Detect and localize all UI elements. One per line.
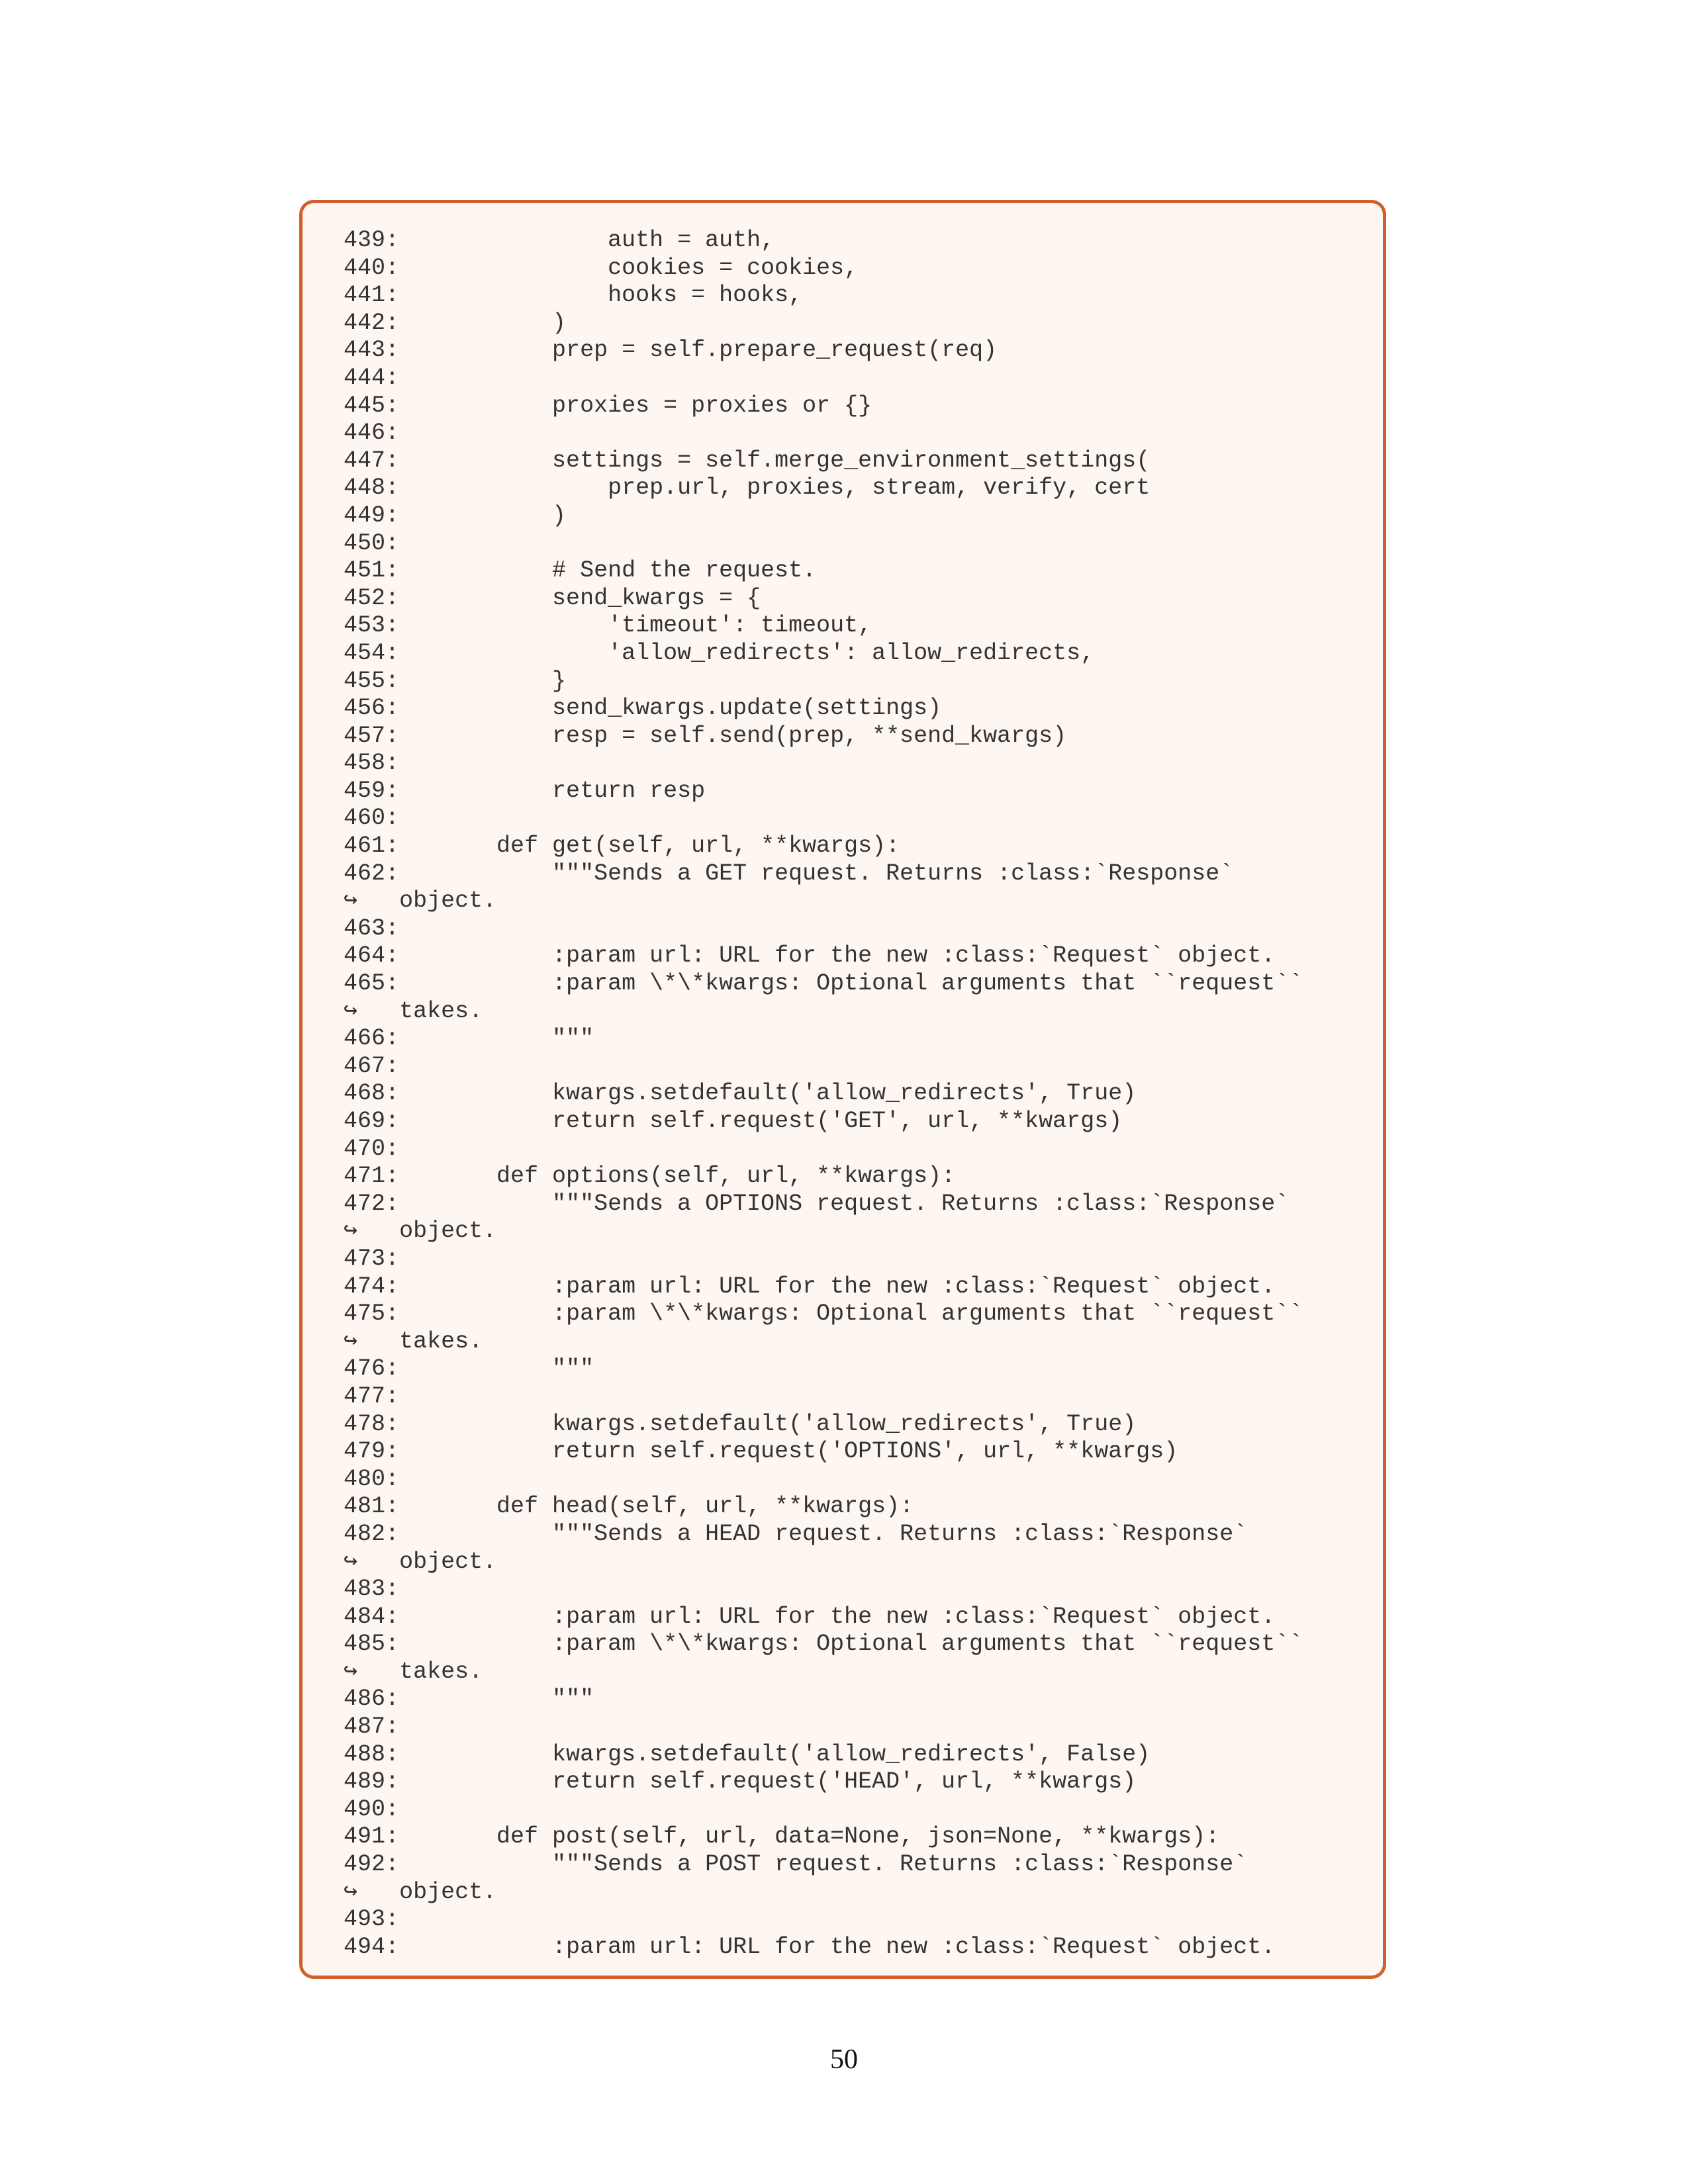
code-continuation-line bbox=[344, 1549, 1376, 1576]
line-number: 494: bbox=[344, 1933, 400, 1960]
code-line bbox=[344, 612, 1376, 640]
page-number: 50 bbox=[830, 2044, 858, 2075]
line-number: 453: bbox=[344, 612, 400, 639]
code-line bbox=[344, 365, 1376, 392]
line-number: 466: bbox=[344, 1025, 400, 1052]
line-number: 457: bbox=[344, 722, 400, 749]
code-text: def post(self, url, data=None, json=None, **kwargs): bbox=[441, 1823, 1220, 1850]
code-text: object. bbox=[399, 1878, 497, 1905]
code-line bbox=[344, 530, 1376, 558]
code-line bbox=[344, 1493, 1376, 1521]
code-line bbox=[344, 1631, 1376, 1659]
line-number: 476: bbox=[344, 1355, 400, 1383]
wrap-arrow-icon: ↪ bbox=[344, 1548, 358, 1575]
line-number: 487: bbox=[344, 1713, 400, 1741]
code-continuation-line bbox=[344, 1218, 1376, 1246]
code-text: return resp bbox=[441, 777, 706, 804]
code-line bbox=[344, 392, 1376, 420]
code-listing bbox=[344, 227, 1376, 1961]
code-line bbox=[344, 1521, 1376, 1549]
line-number: 448: bbox=[344, 475, 400, 502]
code-text: object. bbox=[399, 1548, 497, 1575]
code-line bbox=[344, 1796, 1376, 1824]
line-number: 458: bbox=[344, 750, 400, 777]
code-line bbox=[344, 1768, 1376, 1796]
code-line bbox=[344, 1053, 1376, 1081]
line-number: 444: bbox=[344, 364, 400, 391]
code-text: send_kwargs = { bbox=[441, 584, 761, 612]
line-number: 485: bbox=[344, 1631, 400, 1658]
code-text: :param url: URL for the new :class:`Request` object. bbox=[441, 1273, 1276, 1300]
code-text: hooks = hooks, bbox=[441, 282, 803, 309]
code-text: return self.request('HEAD', url, **kwargs) bbox=[441, 1768, 1137, 1796]
line-number: 488: bbox=[344, 1741, 400, 1768]
code-text: takes. bbox=[399, 997, 483, 1024]
code-text: auth = auth, bbox=[441, 227, 775, 253]
code-line bbox=[344, 282, 1376, 310]
code-listing-frame bbox=[299, 200, 1386, 1979]
code-line bbox=[344, 1163, 1376, 1191]
code-text: takes. bbox=[399, 1328, 483, 1355]
line-number: 465: bbox=[344, 970, 400, 997]
line-number: 468: bbox=[344, 1080, 400, 1107]
code-text: send_kwargs.update(settings) bbox=[441, 695, 942, 722]
code-line bbox=[344, 1246, 1376, 1273]
code-line bbox=[344, 1191, 1376, 1218]
code-line bbox=[344, 1025, 1376, 1053]
line-number: 492: bbox=[344, 1851, 400, 1878]
code-line bbox=[344, 1686, 1376, 1713]
code-text: resp = self.send(prep, **send_kwargs) bbox=[441, 722, 1067, 749]
code-text: """ bbox=[441, 1686, 594, 1713]
code-line bbox=[344, 1576, 1376, 1604]
wrap-arrow-icon: ↪ bbox=[344, 997, 358, 1024]
code-line bbox=[344, 860, 1376, 888]
line-number: 447: bbox=[344, 447, 400, 474]
line-number: 493: bbox=[344, 1906, 400, 1933]
line-number: 478: bbox=[344, 1410, 400, 1437]
line-number: 490: bbox=[344, 1796, 400, 1823]
line-number: 480: bbox=[344, 1465, 400, 1492]
line-number: 481: bbox=[344, 1493, 400, 1520]
line-number: 473: bbox=[344, 1245, 400, 1272]
code-line bbox=[344, 805, 1376, 833]
line-number: 479: bbox=[344, 1438, 400, 1465]
code-text: def head(self, url, **kwargs): bbox=[441, 1493, 914, 1520]
line-number: 491: bbox=[344, 1823, 400, 1850]
code-text: # Send the request. bbox=[441, 557, 817, 584]
code-line bbox=[344, 420, 1376, 447]
code-line bbox=[344, 1823, 1376, 1851]
code-text: return self.request('OPTIONS', url, **kwargs) bbox=[441, 1438, 1178, 1465]
code-text: object. bbox=[399, 1218, 497, 1245]
code-line bbox=[344, 585, 1376, 613]
code-line bbox=[344, 1851, 1376, 1879]
wrap-arrow-icon: ↪ bbox=[344, 1878, 358, 1905]
line-number: 454: bbox=[344, 639, 400, 666]
code-text: takes. bbox=[399, 1658, 483, 1685]
code-continuation-line bbox=[344, 1879, 1376, 1907]
code-text: prep = self.prepare_request(req) bbox=[441, 337, 998, 364]
code-line bbox=[344, 1300, 1376, 1328]
code-line bbox=[344, 1108, 1376, 1136]
line-number: 450: bbox=[344, 529, 400, 557]
code-continuation-line bbox=[344, 1328, 1376, 1356]
code-line bbox=[344, 1438, 1376, 1466]
code-line bbox=[344, 310, 1376, 338]
code-line bbox=[344, 723, 1376, 751]
line-number: 461: bbox=[344, 833, 400, 860]
code-line bbox=[344, 1906, 1376, 1934]
line-number: 455: bbox=[344, 667, 400, 694]
code-text: :param url: URL for the new :class:`Request` object. bbox=[441, 1603, 1276, 1630]
line-number: 489: bbox=[344, 1768, 400, 1796]
code-text: kwargs.setdefault('allow_redirects', True) bbox=[441, 1410, 1137, 1437]
code-text: :param \*\*kwargs: Optional arguments that ``request`` bbox=[441, 1631, 1303, 1658]
line-number: 445: bbox=[344, 392, 400, 419]
code-line bbox=[344, 1713, 1376, 1741]
code-line bbox=[344, 668, 1376, 696]
code-text: :param url: URL for the new :class:`Request` object. bbox=[441, 1933, 1276, 1960]
code-line bbox=[344, 750, 1376, 778]
code-line bbox=[344, 1136, 1376, 1163]
code-text: proxies = proxies or {} bbox=[441, 392, 872, 419]
code-text: return self.request('GET', url, **kwargs) bbox=[441, 1108, 1123, 1134]
code-line bbox=[344, 1383, 1376, 1411]
code-text: """Sends a HEAD request. Returns :class:`Response` bbox=[441, 1520, 1248, 1547]
line-number: 439: bbox=[344, 227, 400, 253]
code-line bbox=[344, 1273, 1376, 1301]
line-number: 443: bbox=[344, 337, 400, 364]
line-number: 467: bbox=[344, 1052, 400, 1079]
code-line bbox=[344, 1934, 1376, 1962]
code-text: def get(self, url, **kwargs): bbox=[441, 833, 900, 860]
code-text: kwargs.setdefault('allow_redirects', True) bbox=[441, 1080, 1137, 1107]
code-text: kwargs.setdefault('allow_redirects', False) bbox=[441, 1741, 1150, 1768]
code-continuation-line bbox=[344, 1659, 1376, 1686]
code-text: :param \*\*kwargs: Optional arguments that ``request`` bbox=[441, 1300, 1303, 1328]
line-number: 470: bbox=[344, 1135, 400, 1162]
wrap-arrow-icon: ↪ bbox=[344, 887, 358, 915]
code-line bbox=[344, 1355, 1376, 1383]
code-line bbox=[344, 778, 1376, 805]
line-number: 463: bbox=[344, 915, 400, 942]
code-text: 'timeout': timeout, bbox=[441, 612, 872, 639]
line-number: 442: bbox=[344, 309, 400, 336]
line-number: 441: bbox=[344, 282, 400, 309]
line-number: 471: bbox=[344, 1163, 400, 1190]
line-number: 474: bbox=[344, 1273, 400, 1300]
wrap-arrow-icon: ↪ bbox=[344, 1218, 358, 1245]
line-number: 462: bbox=[344, 860, 400, 887]
code-text: :param url: URL for the new :class:`Request` object. bbox=[441, 942, 1276, 970]
code-line bbox=[344, 1604, 1376, 1631]
code-line bbox=[344, 833, 1376, 860]
code-line bbox=[344, 337, 1376, 365]
code-continuation-line bbox=[344, 887, 1376, 915]
code-text: :param \*\*kwargs: Optional arguments that ``request`` bbox=[441, 970, 1303, 997]
line-number: 449: bbox=[344, 502, 400, 529]
code-text: ) bbox=[441, 502, 567, 529]
code-text: 'allow_redirects': allow_redirects, bbox=[441, 639, 1095, 666]
wrap-arrow-icon: ↪ bbox=[344, 1328, 358, 1355]
line-number: 464: bbox=[344, 942, 400, 970]
line-number: 459: bbox=[344, 777, 400, 804]
code-text: def options(self, url, **kwargs): bbox=[441, 1163, 956, 1190]
code-line bbox=[344, 475, 1376, 502]
code-line bbox=[344, 1466, 1376, 1494]
code-line bbox=[344, 447, 1376, 475]
code-line bbox=[344, 502, 1376, 530]
line-number: 483: bbox=[344, 1576, 400, 1603]
code-line bbox=[344, 1741, 1376, 1769]
code-line bbox=[344, 942, 1376, 970]
code-line bbox=[344, 915, 1376, 943]
code-line bbox=[344, 640, 1376, 668]
code-text: cookies = cookies, bbox=[441, 254, 859, 281]
code-text: """ bbox=[441, 1355, 594, 1383]
code-line bbox=[344, 970, 1376, 998]
code-text: """Sends a POST request. Returns :class:`Response` bbox=[441, 1851, 1248, 1878]
code-line bbox=[344, 255, 1376, 283]
code-line bbox=[344, 227, 1376, 255]
line-number: 469: bbox=[344, 1108, 400, 1134]
code-text: """Sends a OPTIONS request. Returns :class:`Response` bbox=[441, 1190, 1289, 1217]
line-number: 446: bbox=[344, 420, 400, 447]
line-number: 482: bbox=[344, 1520, 400, 1547]
code-text: } bbox=[441, 667, 567, 694]
line-number: 456: bbox=[344, 695, 400, 722]
line-number: 484: bbox=[344, 1603, 400, 1630]
line-number: 486: bbox=[344, 1686, 400, 1713]
code-line bbox=[344, 695, 1376, 723]
code-line bbox=[344, 1080, 1376, 1108]
code-text: """Sends a GET request. Returns :class:`Response` bbox=[441, 860, 1234, 887]
code-text: settings = self.merge_environment_settings( bbox=[441, 447, 1150, 474]
code-text: ) bbox=[441, 309, 567, 336]
code-line bbox=[344, 1411, 1376, 1439]
wrap-arrow-icon: ↪ bbox=[344, 1658, 358, 1685]
code-text: """ bbox=[441, 1025, 594, 1052]
line-number: 452: bbox=[344, 584, 400, 612]
line-number: 475: bbox=[344, 1300, 400, 1328]
line-number: 477: bbox=[344, 1383, 400, 1410]
code-continuation-line bbox=[344, 998, 1376, 1026]
code-text: object. bbox=[399, 887, 497, 915]
line-number: 472: bbox=[344, 1190, 400, 1217]
code-line bbox=[344, 557, 1376, 585]
line-number: 460: bbox=[344, 805, 400, 832]
line-number: 440: bbox=[344, 254, 400, 281]
line-number: 451: bbox=[344, 557, 400, 584]
code-text: prep.url, proxies, stream, verify, cert bbox=[441, 475, 1150, 502]
